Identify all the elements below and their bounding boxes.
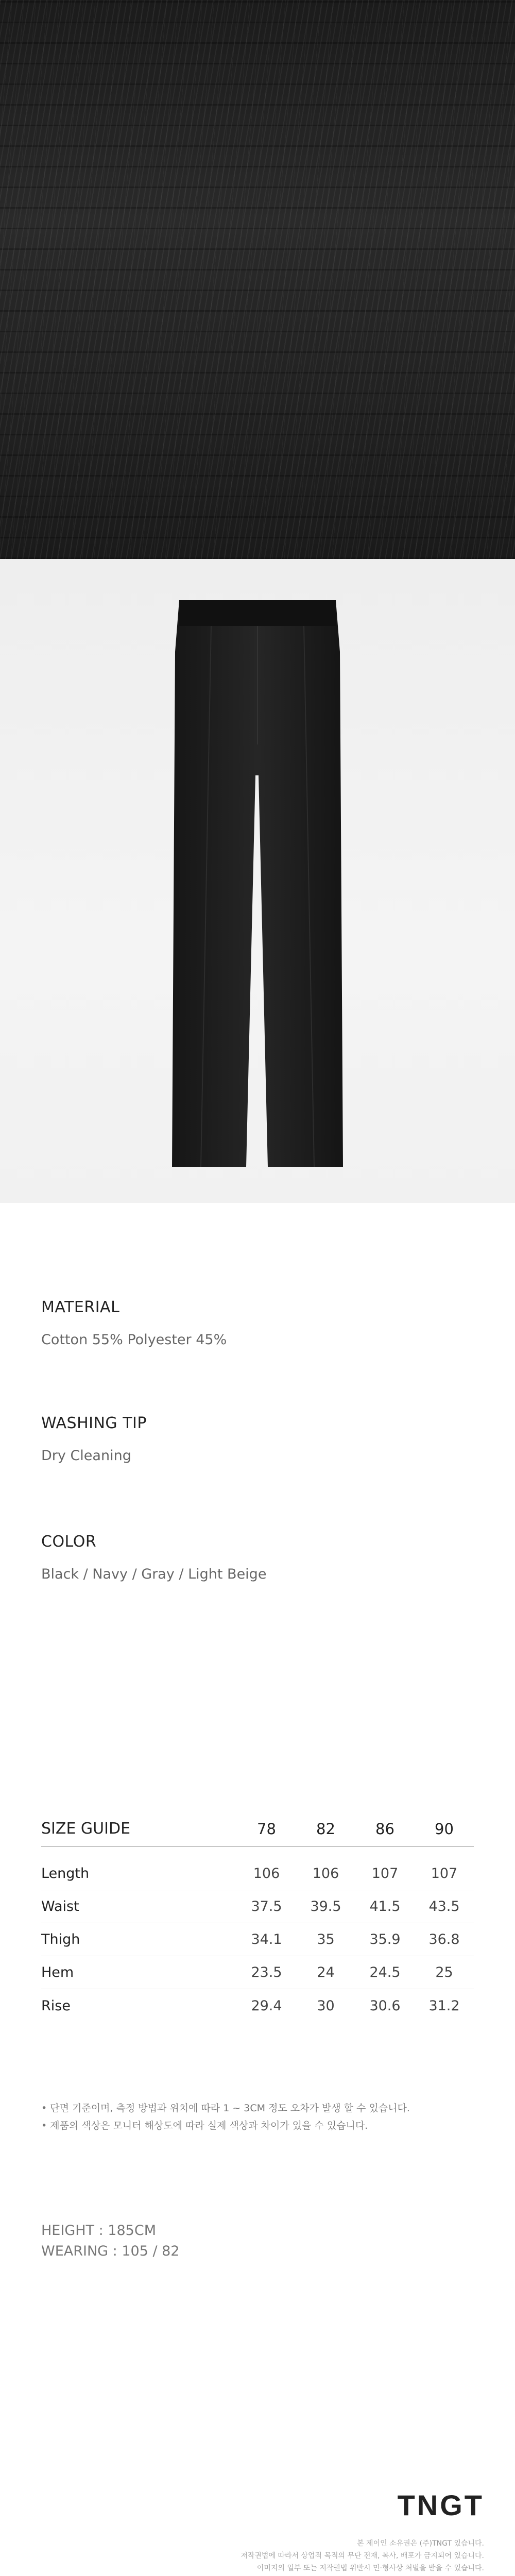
row-label: Length bbox=[41, 1866, 90, 1882]
copyright-line: 이미지의 일부 또는 저작권법 위반시 민·형사상 처벌을 받을 수 있습니다. bbox=[256, 2564, 484, 2572]
row-label: Rise bbox=[41, 1997, 71, 2014]
row-label: Waist bbox=[41, 1899, 79, 1914]
row-value: 24 bbox=[317, 1964, 335, 1980]
color-heading: COLOR bbox=[41, 1533, 97, 1551]
model-wearing: WEARING : 105 / 82 bbox=[41, 2243, 180, 2259]
row-value: 106 bbox=[312, 1866, 339, 1882]
table-row bbox=[41, 1857, 474, 1890]
row-value: 30 bbox=[317, 1997, 335, 2014]
washing-value: Dry Cleaning bbox=[41, 1448, 131, 1464]
size-notes bbox=[41, 2099, 410, 2134]
row-value: 39.5 bbox=[310, 1899, 341, 1914]
table-row bbox=[41, 1956, 474, 1989]
row-value: 31.2 bbox=[428, 1997, 460, 2014]
row-label: Thigh bbox=[41, 1931, 80, 1947]
size-guide-table bbox=[41, 1811, 474, 2022]
row-value: 29.4 bbox=[251, 1997, 282, 2014]
brand-block bbox=[216, 2488, 484, 2574]
color-value: Black / Navy / Gray / Light Beige bbox=[41, 1566, 267, 1582]
table-row bbox=[41, 1923, 474, 1956]
material-section bbox=[41, 1298, 474, 1348]
row-value: 107 bbox=[431, 1866, 458, 1882]
table-row bbox=[41, 1890, 474, 1923]
row-label: Hem bbox=[41, 1964, 74, 1980]
pants-image bbox=[170, 590, 345, 1172]
material-value: Cotton 55% Polyester 45% bbox=[41, 1332, 227, 1348]
row-value: 35.9 bbox=[369, 1931, 401, 1947]
row-value: 107 bbox=[371, 1866, 399, 1882]
row-value: 106 bbox=[253, 1866, 280, 1882]
size-col: 90 bbox=[435, 1820, 454, 1838]
size-col: 86 bbox=[375, 1820, 394, 1838]
copyright-line: 저작권법에 따라서 상업적 목적의 무단 전재, 복사, 배포가 금지되어 있습니다. bbox=[241, 2552, 484, 2560]
size-note: • 단면 기준이며, 측정 방법과 위치에 따라 1 ~ 3CM 정도 오차가 발생 할 수 있습니다. bbox=[41, 2103, 410, 2114]
row-value: 35 bbox=[317, 1931, 335, 1947]
row-value: 34.1 bbox=[251, 1931, 282, 1947]
row-value: 36.8 bbox=[428, 1931, 460, 1947]
color-section bbox=[41, 1533, 474, 1582]
copyright-line: 본 제이인 소유권은 (주)TNGT 있습니다. bbox=[357, 2539, 484, 2548]
washing-heading: WASHING TIP bbox=[41, 1414, 147, 1432]
row-value: 37.5 bbox=[251, 1899, 282, 1914]
washing-section bbox=[41, 1414, 474, 1464]
size-guide-heading: SIZE GUIDE bbox=[41, 1820, 131, 1838]
row-value: 25 bbox=[435, 1964, 453, 1980]
material-heading: MATERIAL bbox=[41, 1298, 120, 1316]
brand-copyright bbox=[216, 2537, 484, 2574]
size-note: • 제품의 색상은 모니터 해상도에 따라 실제 색상과 차이가 있을 수 있습니다. bbox=[41, 2120, 368, 2131]
row-value: 41.5 bbox=[369, 1899, 401, 1914]
table-row bbox=[41, 1989, 474, 2022]
row-value: 23.5 bbox=[251, 1964, 282, 1980]
size-col: 82 bbox=[316, 1820, 335, 1838]
row-value: 30.6 bbox=[369, 1997, 401, 2014]
model-height: HEIGHT : 185CM bbox=[41, 2223, 156, 2239]
row-value: 43.5 bbox=[428, 1899, 460, 1914]
size-col: 78 bbox=[257, 1820, 276, 1838]
row-value: 24.5 bbox=[369, 1964, 401, 1980]
brand-logo: TNGT bbox=[397, 2489, 484, 2521]
model-fit-info bbox=[41, 2221, 179, 2262]
fabric-closeup-image bbox=[0, 0, 515, 559]
product-photo bbox=[0, 559, 515, 1203]
size-guide-header bbox=[41, 1811, 474, 1847]
